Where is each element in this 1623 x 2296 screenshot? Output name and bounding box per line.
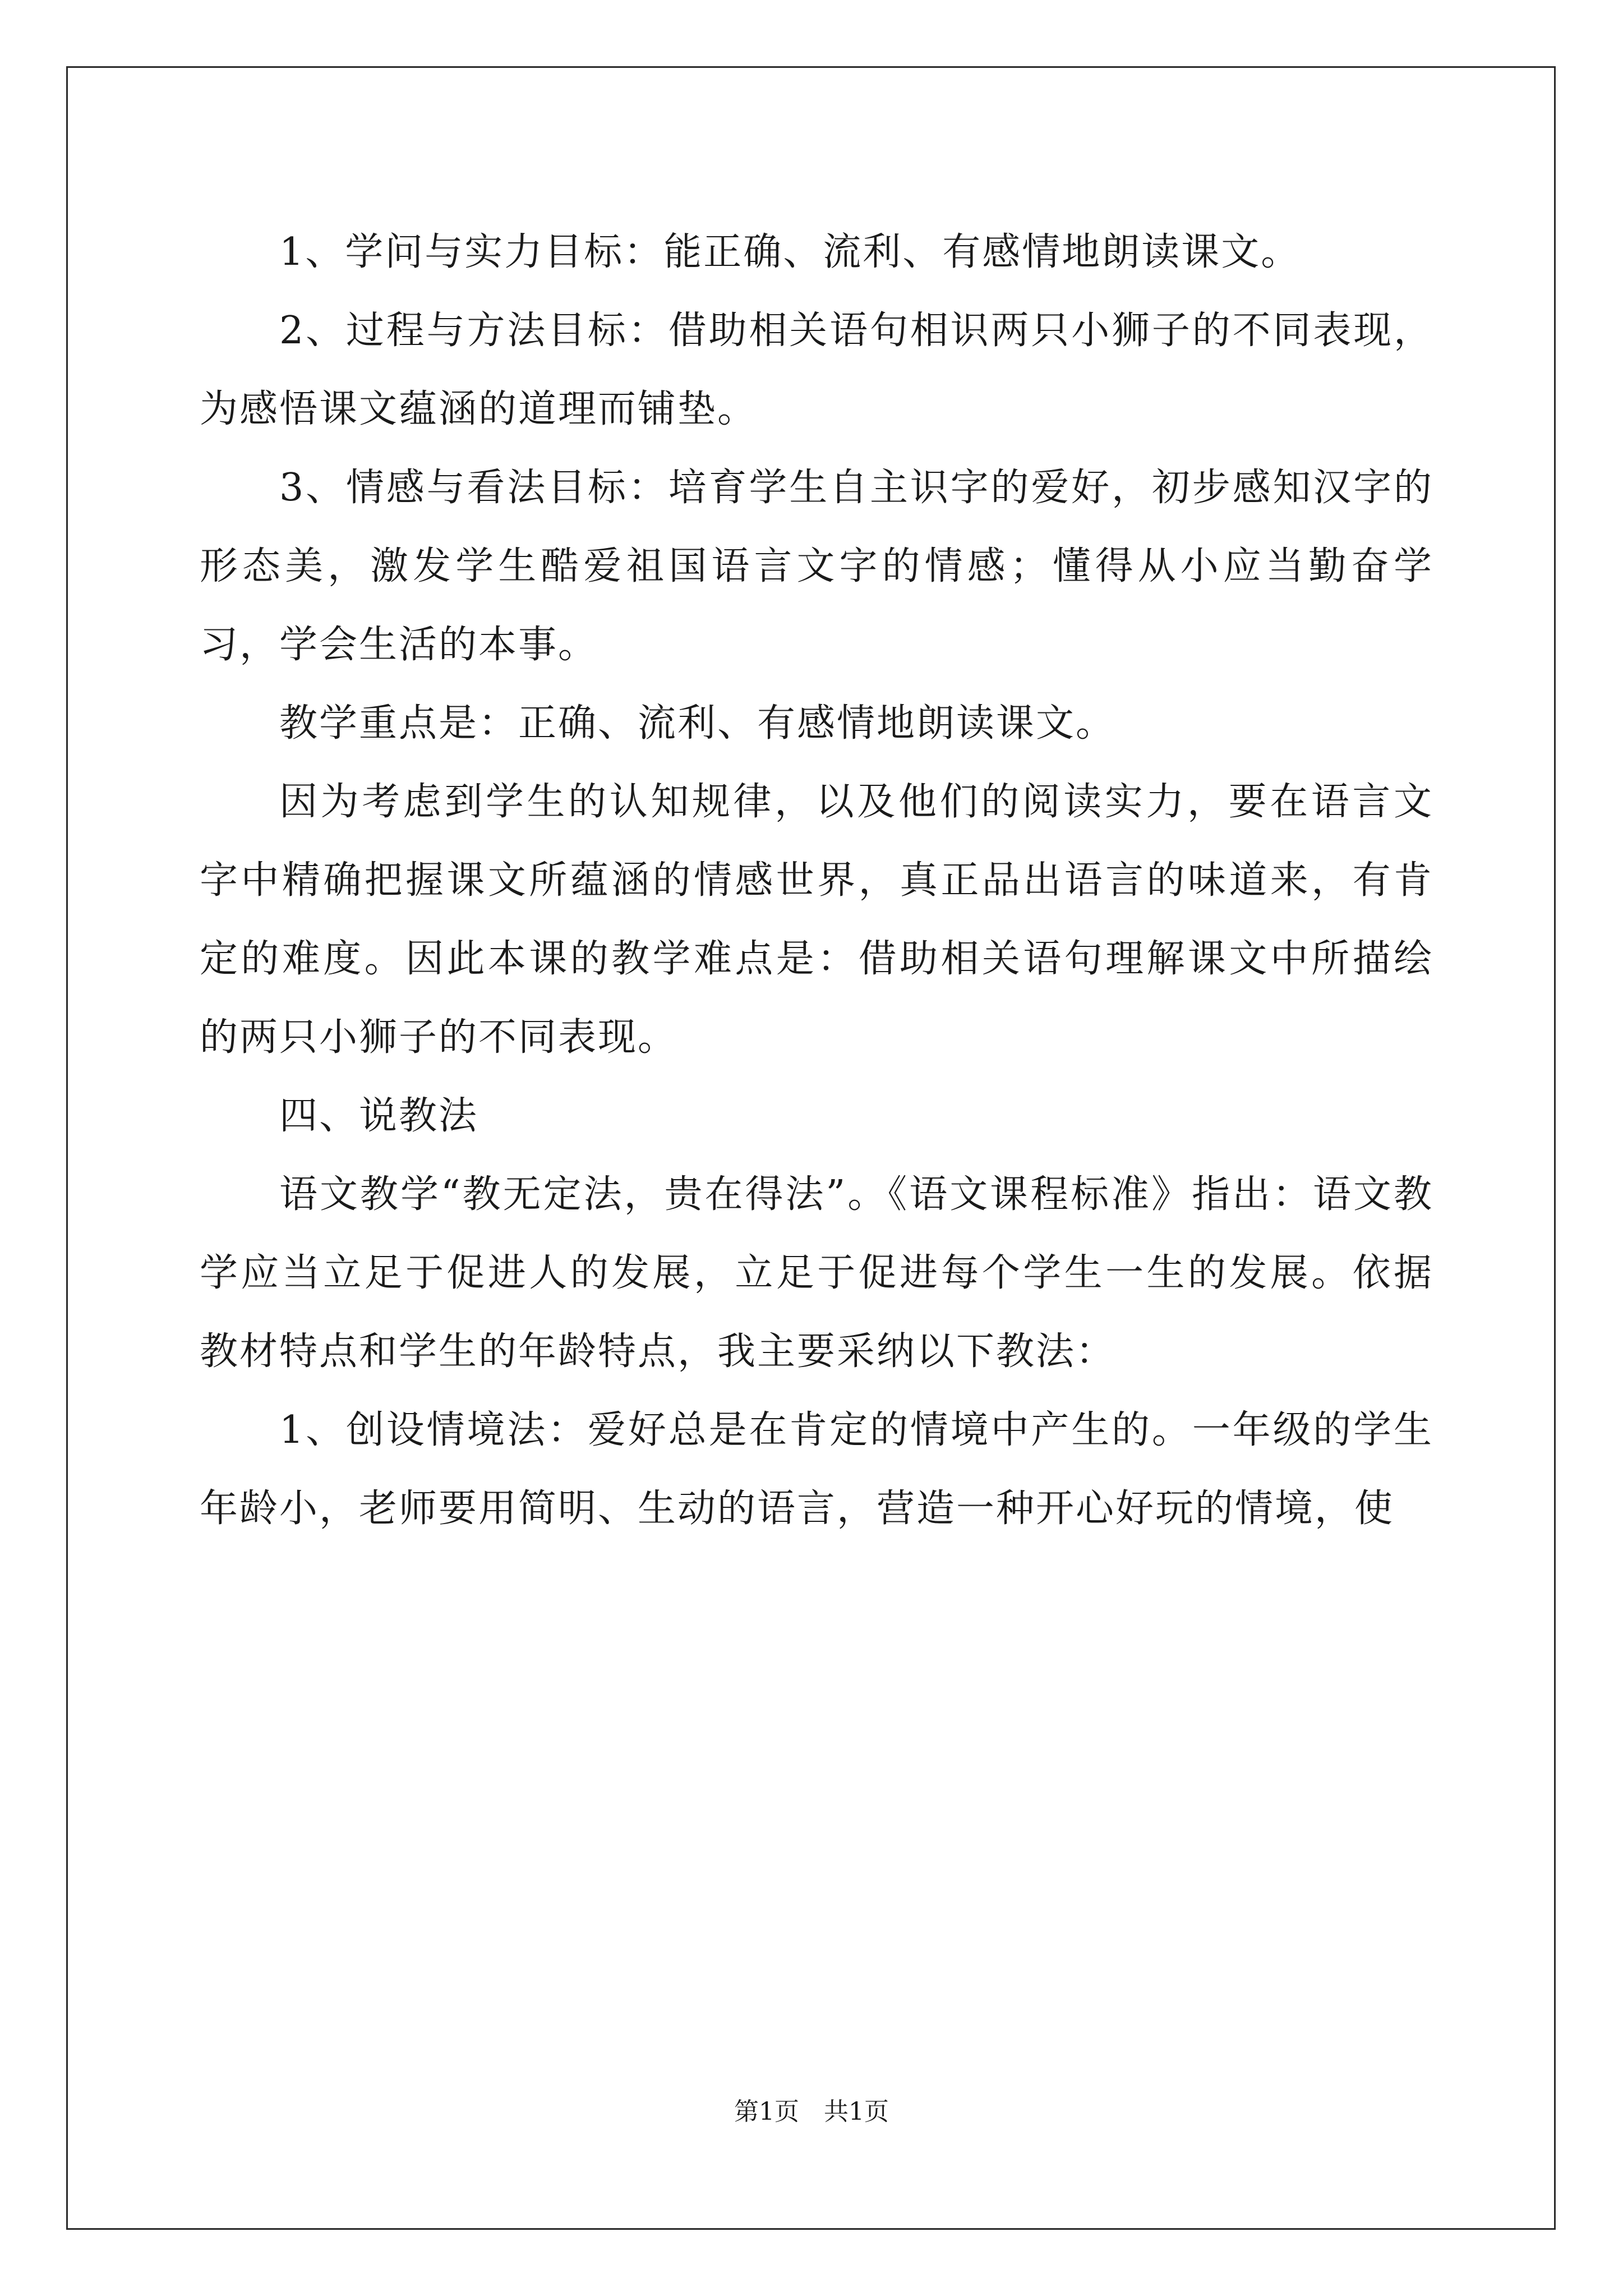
page-footer: 第1页 共1页 <box>734 2097 889 2126</box>
paragraph-process-goal: 2、过程与方法目标：借助相关语句相识两只小狮子的不同表现，为感悟课文蕴涵的道理而铺垫。 <box>200 309 1433 431</box>
paragraph-knowledge-goal: 1、学问与实力目标：能正确、流利、有感情地朗读课文。 <box>279 230 1301 274</box>
paragraph-teaching-difficulty: 因为考虑到学生的认知规律，以及他们的阅读实力，要在语言文字中精确把握课文所蕴涵的情感世界，真正品出语言的味道来，有肯定的难度。因此本课的教学难点是：借助相关语句理解课文中所描绘的两只小狮子的不同表现。 <box>200 780 1433 1060</box>
paragraph-situation-method: 1、创设情境法：爱好总是在肯定的情境中产生的。一年级的学生年龄小，老师要用简明、生动的语言，营造一种开心好玩的情境，使 <box>200 1408 1433 1531</box>
section-heading-teaching-method: 四、说教法 <box>279 1094 479 1138</box>
paragraph-emotion-goal: 3、情感与看法目标：培育学生自主识字的爱好，初步感知汉字的形态美，激发学生酷爱祖国语言文字的情感；懂得从小应当勤奋学习，学会生活的本事。 <box>200 466 1433 667</box>
paragraph-teaching-method-intro: 语文教学“教无定法，贵在得法”。《语文课程标准》指出：语文教学应当立足于促进人的发展，立足于促进每个学生一生的发展。依据教材特点和学生的年龄特点，我主要采纳以下教法： <box>200 1172 1433 1374</box>
document-body <box>200 213 1433 1548</box>
paragraph-teaching-focus: 教学重点是：正确、流利、有感情地朗读课文。 <box>279 701 1116 746</box>
